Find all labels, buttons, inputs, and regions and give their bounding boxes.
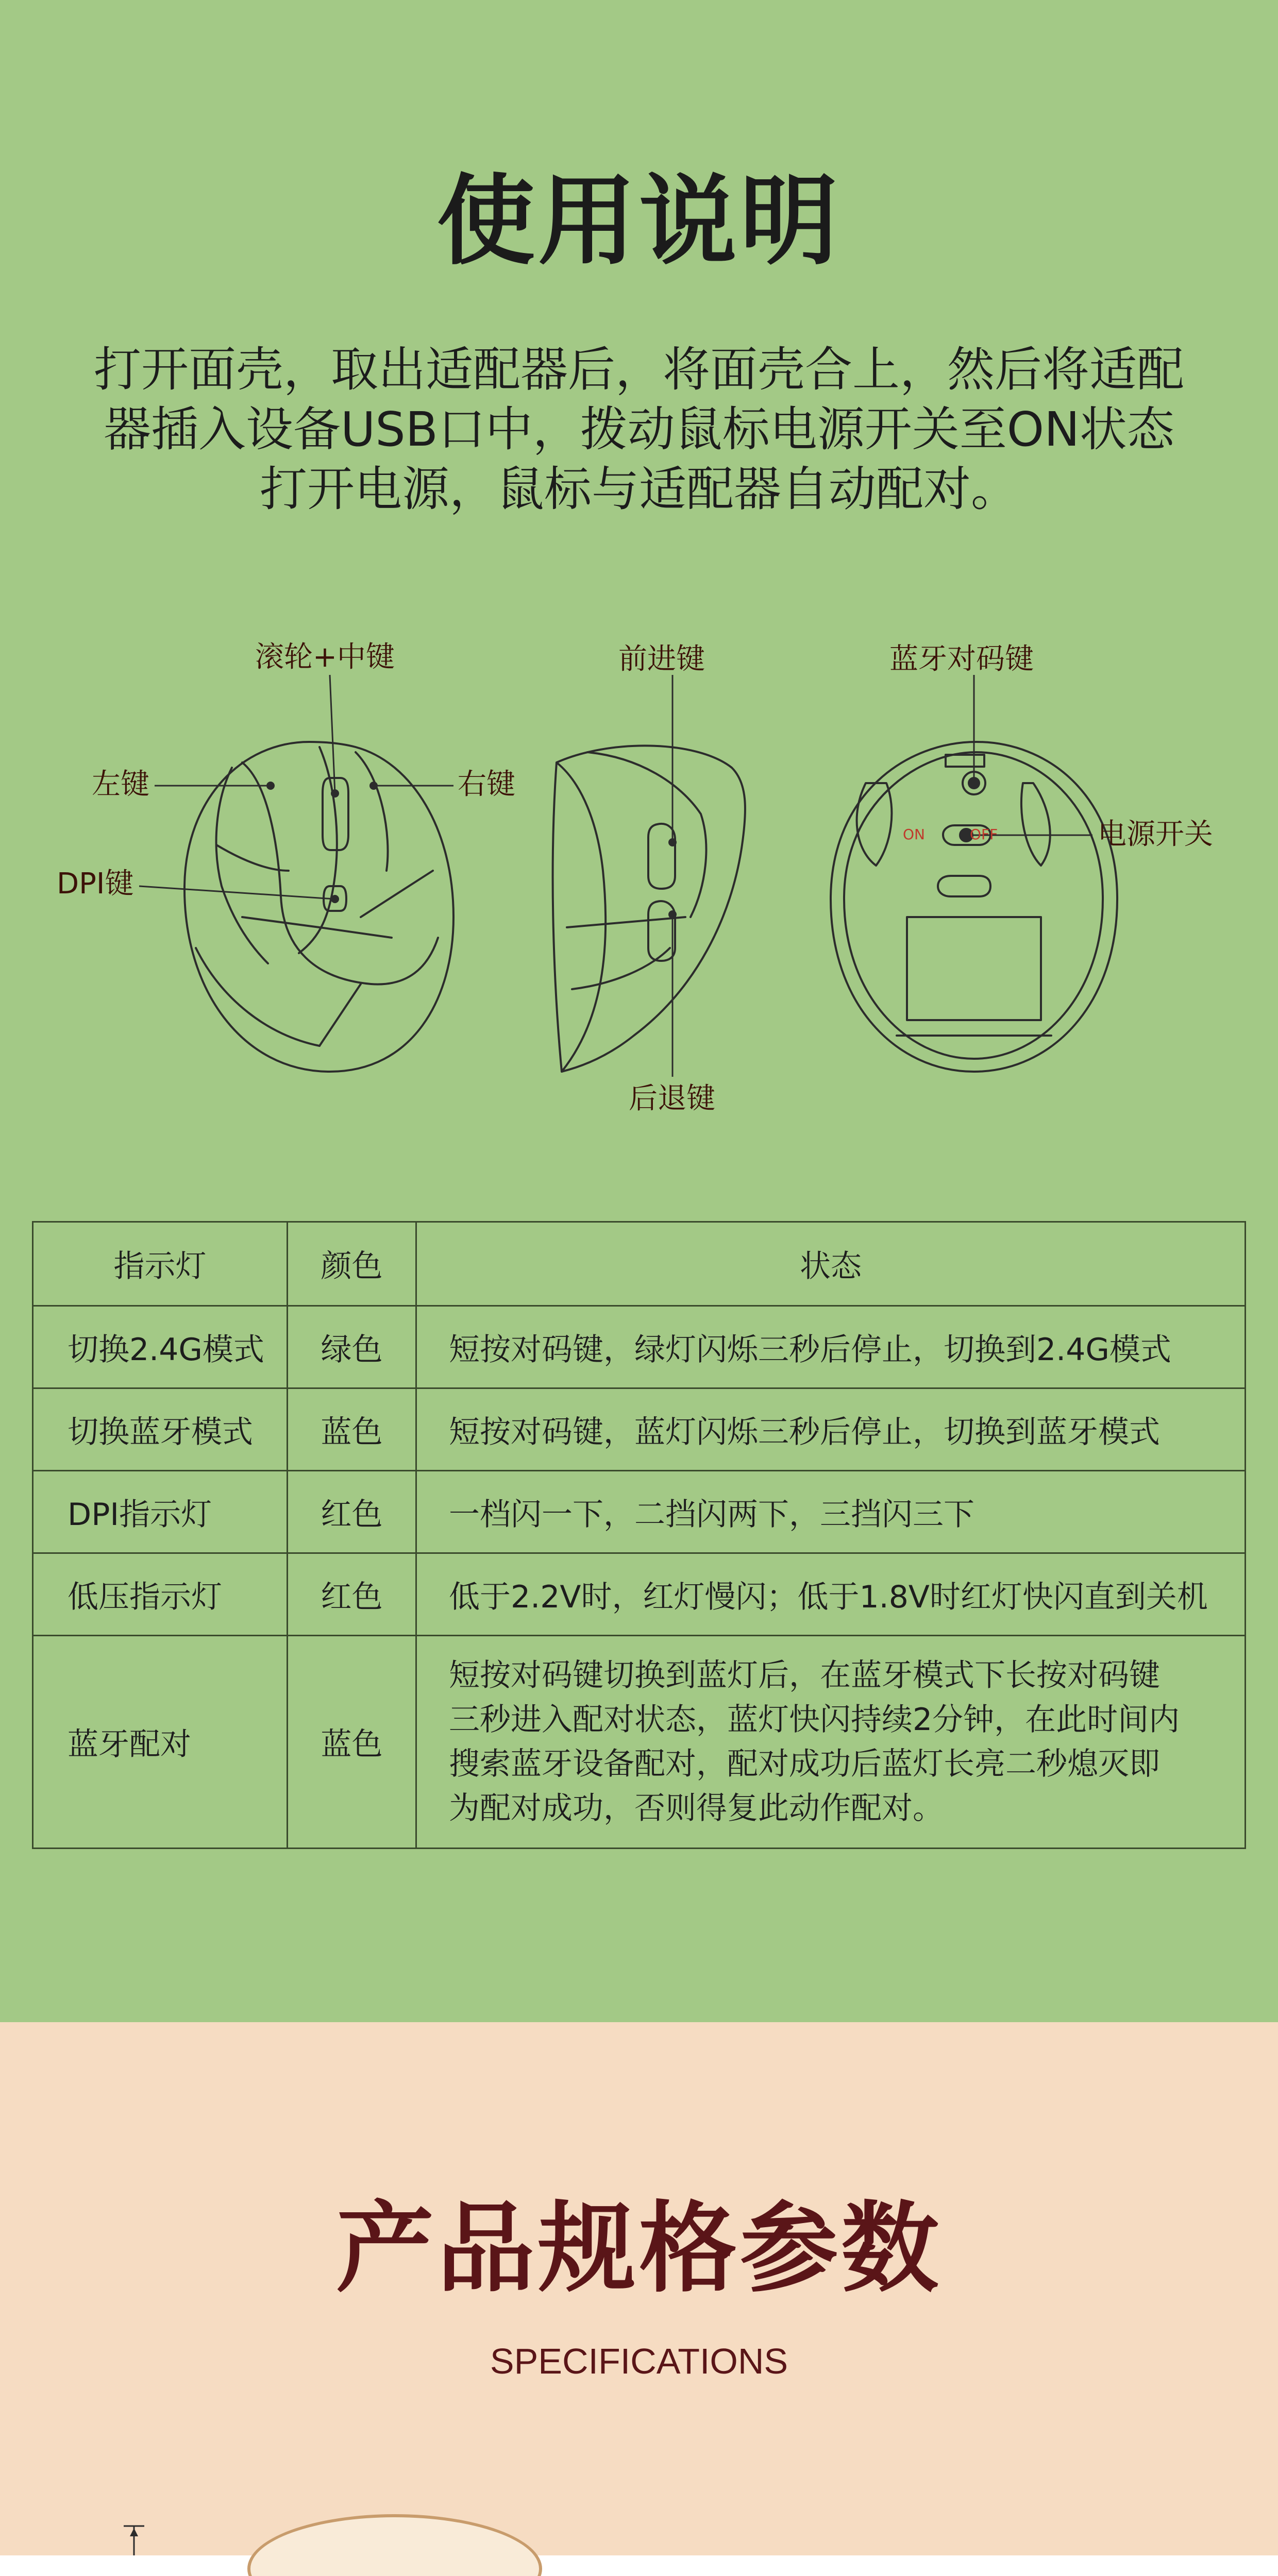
label-dpi-key: DPI键 <box>57 867 134 901</box>
header-status: 状态 <box>416 1222 1246 1306</box>
status-line: 搜索蓝牙设备配对，配对成功后蓝灯长亮二秒熄灭即 <box>449 1746 1160 1782</box>
cell-indicator: DPI指示灯 <box>33 1471 288 1553</box>
cell-indicator: 蓝牙配对 <box>33 1636 288 1849</box>
label-back-key: 后退键 <box>629 1082 715 1115</box>
mouse-side-view <box>553 745 745 1072</box>
table-row <box>33 1636 1246 1849</box>
label-left-key: 左键 <box>92 768 149 801</box>
mouse-bottom-view <box>831 742 1117 1072</box>
switch-off-text: OFF <box>970 826 998 843</box>
intro-line: 器插入设备USB口中，拨动鼠标电源开关至ON状态 <box>103 402 1175 457</box>
cell-status: 短按对码键，绿灯闪烁三秒后停止，切换到2.4G模式 <box>416 1306 1246 1388</box>
label-bt-pair-key: 蓝牙对码键 <box>889 642 1034 676</box>
status-line: 为配对成功，否则得复此动作配对。 <box>449 1790 944 1826</box>
cell-color: 蓝色 <box>288 1388 416 1471</box>
cell-color: 绿色 <box>288 1306 416 1388</box>
mouse-diagram <box>0 629 1278 1154</box>
cell-color: 红色 <box>288 1553 416 1636</box>
table-row <box>33 1471 1246 1553</box>
cell-indicator: 切换2.4G模式 <box>33 1306 288 1388</box>
cell-status <box>416 1636 1246 1849</box>
cell-status: 低于2.2V时，红灯慢闪；低于1.8V时红灯快闪直到关机 <box>416 1553 1246 1636</box>
mouse-top-view <box>184 742 453 1072</box>
specs-title: 产品规格参数 <box>335 2192 942 2306</box>
dimension-arrow-icon <box>119 2522 149 2555</box>
cell-indicator: 切换蓝牙模式 <box>33 1388 288 1471</box>
header-indicator: 指示灯 <box>33 1222 288 1306</box>
label-scroll-middle: 滚轮+中键 <box>255 640 395 674</box>
status-line: 三秒进入配对状态，蓝灯快闪持续2分钟，在此时间内 <box>449 1702 1180 1738</box>
label-power-switch: 电源开关 <box>1098 818 1213 851</box>
intro-line: 打开电源，鼠标与适配器自动配对。 <box>259 462 1018 517</box>
cell-color: 红色 <box>288 1471 416 1553</box>
table-row <box>33 1553 1246 1636</box>
intro-line: 打开面壳，取出适配器后，将面壳合上，然后将适配 <box>93 342 1184 397</box>
specs-subtitle: SPECIFICATIONS <box>490 2341 788 2381</box>
cell-status: 短按对码键，蓝灯闪烁三秒后停止，切换到蓝牙模式 <box>416 1388 1246 1471</box>
cell-indicator: 低压指示灯 <box>33 1553 288 1636</box>
switch-on-text: ON <box>903 826 925 843</box>
cell-color: 蓝色 <box>288 1636 416 1849</box>
indicator-table <box>32 1221 1246 1849</box>
cell-status: 一档闪一下，二挡闪两下，三挡闪三下 <box>416 1471 1246 1553</box>
usage-intro <box>62 340 1216 519</box>
table-row <box>33 1388 1246 1471</box>
table-row <box>33 1306 1246 1388</box>
label-right-key: 右键 <box>458 768 515 801</box>
header-color: 颜色 <box>288 1222 416 1306</box>
usage-title: 使用说明 <box>436 164 841 278</box>
table-header-row <box>33 1222 1246 1306</box>
label-forward-key: 前进键 <box>618 642 705 676</box>
status-line: 短按对码键切换到蓝灯后，在蓝牙模式下长按对码键 <box>449 1657 1160 1693</box>
mouse-line-drawings <box>0 629 1278 1154</box>
